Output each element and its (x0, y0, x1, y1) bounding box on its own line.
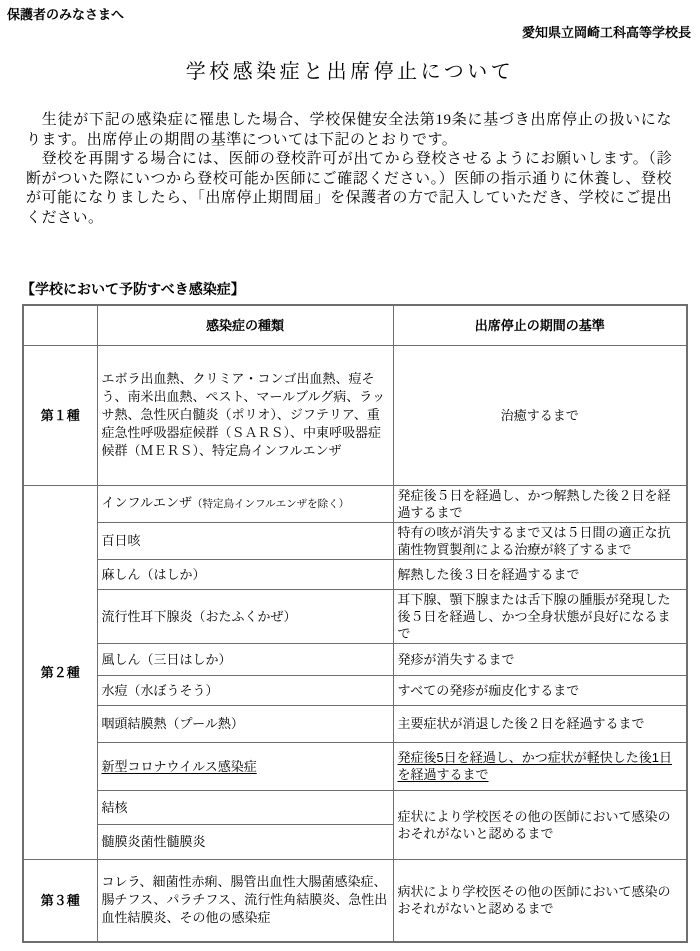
infectious-disease-table (22, 304, 688, 943)
intro-paragraph-2: 登校を再開する場合には、医師の登校許可が出てから登校させるようにお願いします。（診断がついた際にいつから登校可能か医師にご確認ください。）医師の指示通りに休養し、登校が可能になりましたら、「出席停止期間届」を保護者の方で記入していただき、学校にご提出ください。 (26, 151, 672, 226)
criteria-cell-covid19 (393, 742, 687, 790)
disease-cell-covid19 (97, 742, 393, 790)
criteria-cell-rubella: 発疹が消失するまで (393, 643, 687, 675)
disease-cell-measles: 麻しん（はしか） (97, 559, 393, 589)
class3-criteria-cell: 病状により学校医その他の医師において感染のおそれがないと認めるまで (393, 859, 687, 942)
document-sender: 愛知県立岡崎工科高等学校長 (521, 25, 691, 40)
class3-label: 第３種 (23, 859, 97, 942)
class2-label: 第２種 (23, 485, 97, 859)
class1-criteria-cell: 治癒するまで (393, 345, 687, 485)
page-title: 学校感染症と出席停止について (185, 61, 515, 83)
disease-cell-pharyngoconjunctival-fever: 咽頭結膜熱（プール熱） (97, 705, 393, 742)
table-row-pharyngoconjunctival-fever (23, 705, 687, 742)
disease-cell-influenza (97, 485, 393, 522)
disease-name: インフルエンザ (101, 495, 192, 510)
table-row-influenza (23, 485, 687, 522)
table-row-class3 (23, 859, 687, 942)
disease-cell-tuberculosis: 結核 (97, 790, 393, 824)
table-row-whooping-cough (23, 522, 687, 559)
intro-paragraph-1: 生徒が下記の感染症に罹患した場合、学校保健安全法第19条に基づき出席停止の扱いになります。出席停止の期間の基準については下記のとおりです。 (26, 112, 672, 148)
disease-cell-mumps: 流行性耳下腺炎（おたふくかぜ） (97, 589, 393, 643)
criteria-cell-chickenpox: すべての発疹が痂皮化するまで (393, 675, 687, 705)
intro-text (26, 111, 672, 228)
criteria-text-covid19: 発症後5日を経過し、かつ症状が軽快した後1日を経過するまで (397, 750, 672, 782)
table-row-chickenpox (23, 675, 687, 705)
class1-diseases-cell: エボラ出血熱、クリミア・コンゴ出血熱、痘そう、南米出血熱、ペスト、マールブルグ病、ラッサ熱、急性灰白髄炎（ポリオ）、ジフテリア、重症急性呼吸器症候群（ＳＡＲＳ）、中東呼吸器症候群（ＭＥＲＳ）、特定鳥インフルエンザ (97, 345, 393, 485)
criteria-cell-measles: 解熱した後３日を経過するまで (393, 559, 687, 589)
criteria-cell-pharyngoconjunctival-fever: 主要症状が消退した後２日を経過するまで (393, 705, 687, 742)
disease-cell-whooping-cough: 百日咳 (97, 522, 393, 559)
header-category-cell (23, 305, 97, 345)
section-heading: 【学校において予防すべき感染症】 (21, 281, 245, 297)
disease-cell-rubella: 風しん（三日はしか） (97, 643, 393, 675)
criteria-cell-shared: 症状により学校医その他の医師において感染のおそれがないと認めるまで (393, 790, 687, 859)
criteria-cell-whooping-cough: 特有の咳が消失するまで又は５日間の適正な抗菌性物質製剤による治療が終了するまで (393, 522, 687, 559)
table-row-mumps (23, 589, 687, 643)
table-header-row (23, 305, 687, 345)
criteria-cell-influenza: 発症後５日を経過し、かつ解熱した後２日を経過するまで (393, 485, 687, 522)
disease-cell-chickenpox: 水痘（水ぼうそう） (97, 675, 393, 705)
disease-cell-meningococcal-meningitis: 髄膜炎菌性髄膜炎 (97, 824, 393, 859)
disease-name-covid19: 新型コロナウイルス感染症 (101, 758, 257, 774)
class3-diseases-cell: コレラ、細菌性赤痢、腸管出血性大腸菌感染症、腸チフス、パラチフス、流行性角結膜炎、急性出血性結膜炎、その他の感染症 (97, 859, 393, 942)
table-row-class1 (23, 345, 687, 485)
table-row-measles (23, 559, 687, 589)
table-row-tuberculosis (23, 790, 687, 824)
header-criteria: 出席停止の期間の基準 (393, 305, 687, 345)
disease-note: （特定鳥インフルエンザを除く） (191, 498, 350, 510)
document-audience: 保護者のみなさまへ (7, 7, 125, 22)
table-row-covid19 (23, 742, 687, 790)
header-disease-type: 感染症の種類 (97, 305, 393, 345)
class1-label: 第１種 (23, 345, 97, 485)
criteria-cell-mumps: 耳下腺、顎下腺または舌下腺の腫脹が発現した後５日を経過し、かつ全身状態が良好になるまで (393, 589, 687, 643)
table-row-rubella (23, 643, 687, 675)
